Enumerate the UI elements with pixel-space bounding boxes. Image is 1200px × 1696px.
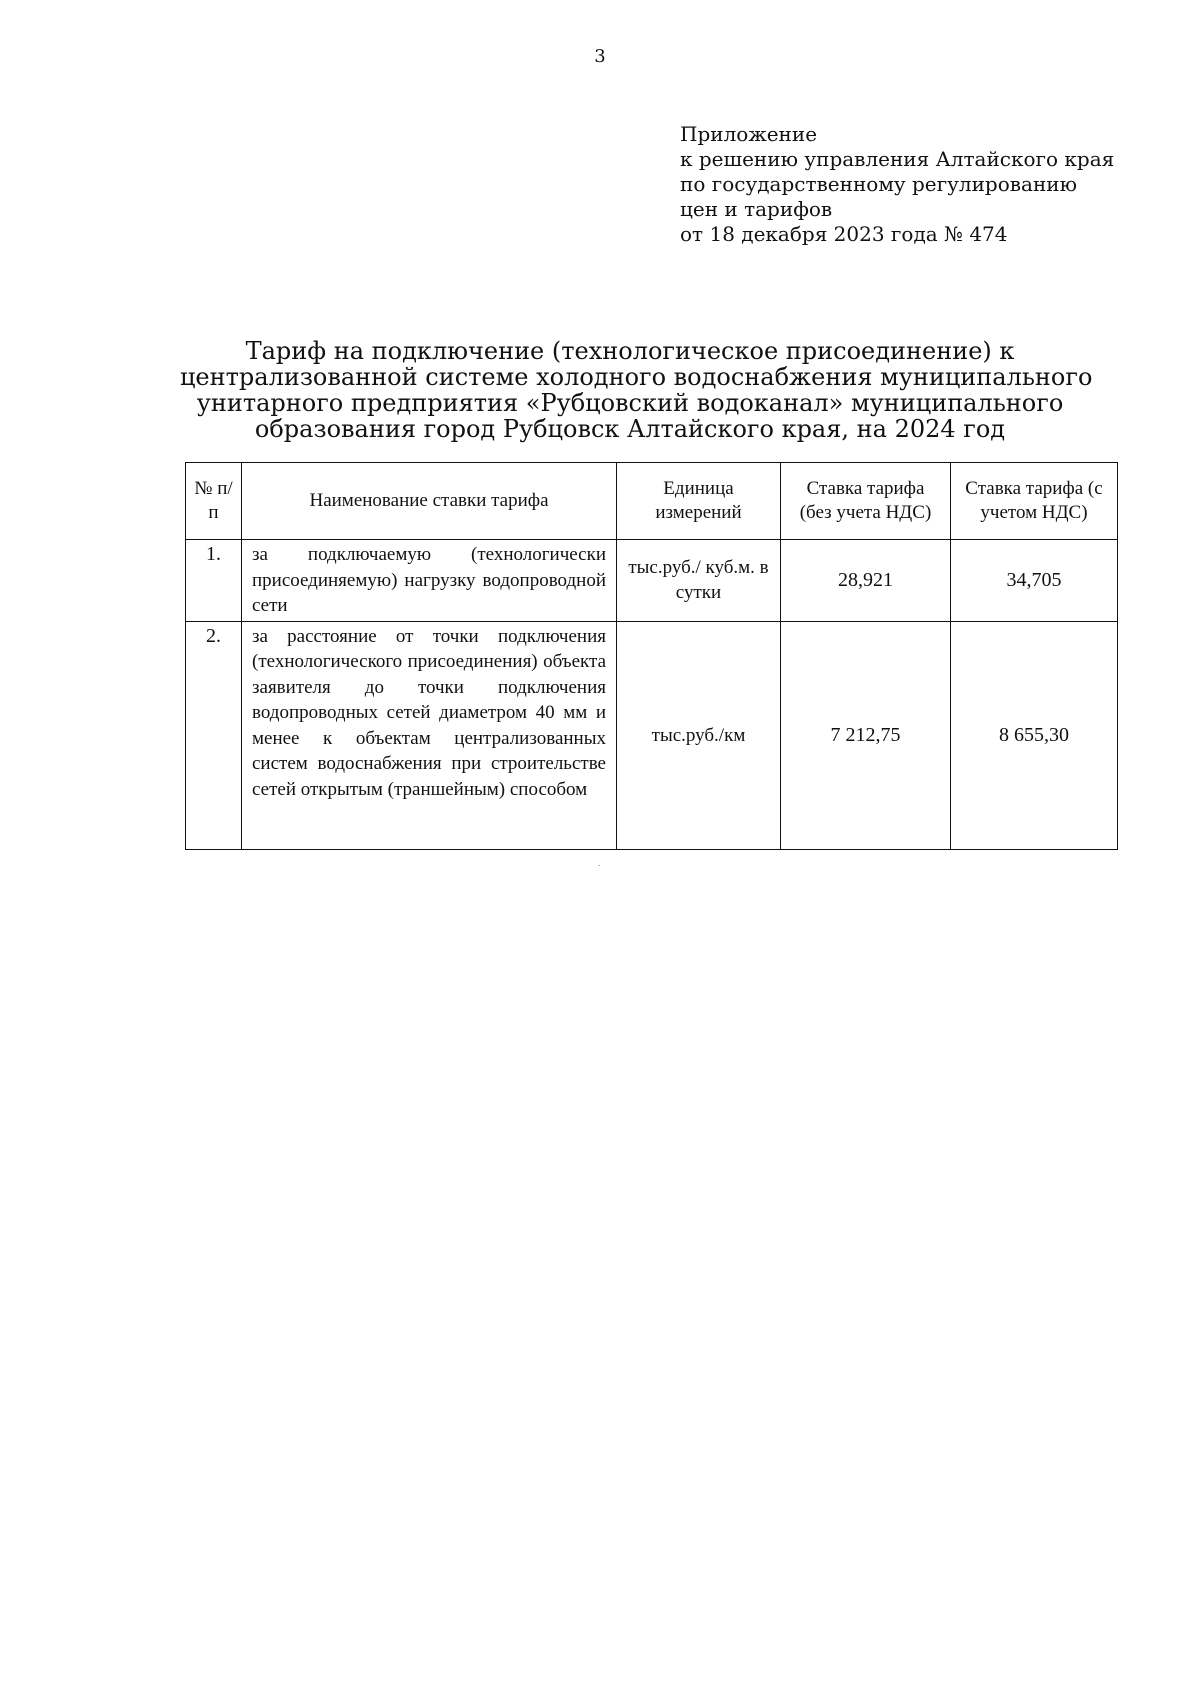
header-rate-with-vat: Ставка тарифа (с учетом НДС)	[951, 463, 1118, 540]
header-rate-without-vat: Ставка тарифа (без учета НДС)	[781, 463, 951, 540]
header-name: Наименование ставки тарифа	[242, 463, 617, 540]
page-number: 3	[594, 46, 606, 67]
table-header-row	[186, 463, 1118, 540]
table-row	[186, 540, 1118, 622]
title-line: Тариф на подключение (технологическое присоединение) к	[245, 337, 1015, 365]
scan-speck	[598, 865, 600, 866]
row-name: за подключаемую (технологически присоединяемую) нагрузку водопроводной сети	[242, 540, 617, 622]
appendix-line: по государственному регулированию	[680, 172, 1078, 196]
row-rate-with-vat: 8 655,30	[951, 621, 1118, 849]
row-unit: тыс.руб./ куб.м. в сутки	[617, 540, 781, 622]
table-row	[186, 621, 1118, 849]
row-num: 2.	[186, 621, 242, 849]
appendix-line: Приложение	[680, 122, 818, 146]
tariff-table	[185, 462, 1118, 850]
title-line: централизованной системе холодного водоснабжения муниципального	[180, 363, 1093, 391]
header-unit: Единица измерений	[617, 463, 781, 540]
appendix-line: к решению управления Алтайского края	[680, 147, 1115, 171]
row-rate-without-vat: 28,921	[781, 540, 951, 622]
row-name: за расстояние от точки подключения (технологического присоединения) объекта заявителя до точки подключения водопроводных сетей диаметром 40 мм и менее к объектам централизованных систем водоснабжения при строительстве сетей открытым (траншейным) способом	[242, 621, 617, 849]
appendix-line: цен и тарифов	[680, 197, 833, 221]
title-line: образования город Рубцовск Алтайского края, на 2024 год	[254, 415, 1006, 443]
row-num: 1.	[186, 540, 242, 622]
title-line: унитарного предприятия «Рубцовский водоканал» муниципального	[196, 389, 1064, 417]
document-title	[180, 337, 1093, 443]
appendix-block	[680, 122, 1140, 247]
row-unit: тыс.руб./км	[617, 621, 781, 849]
header-num: № п/п	[186, 463, 242, 540]
row-rate-with-vat: 34,705	[951, 540, 1118, 622]
row-rate-without-vat: 7 212,75	[781, 621, 951, 849]
appendix-line: от 18 декабря 2023 года № 474	[680, 222, 1008, 246]
